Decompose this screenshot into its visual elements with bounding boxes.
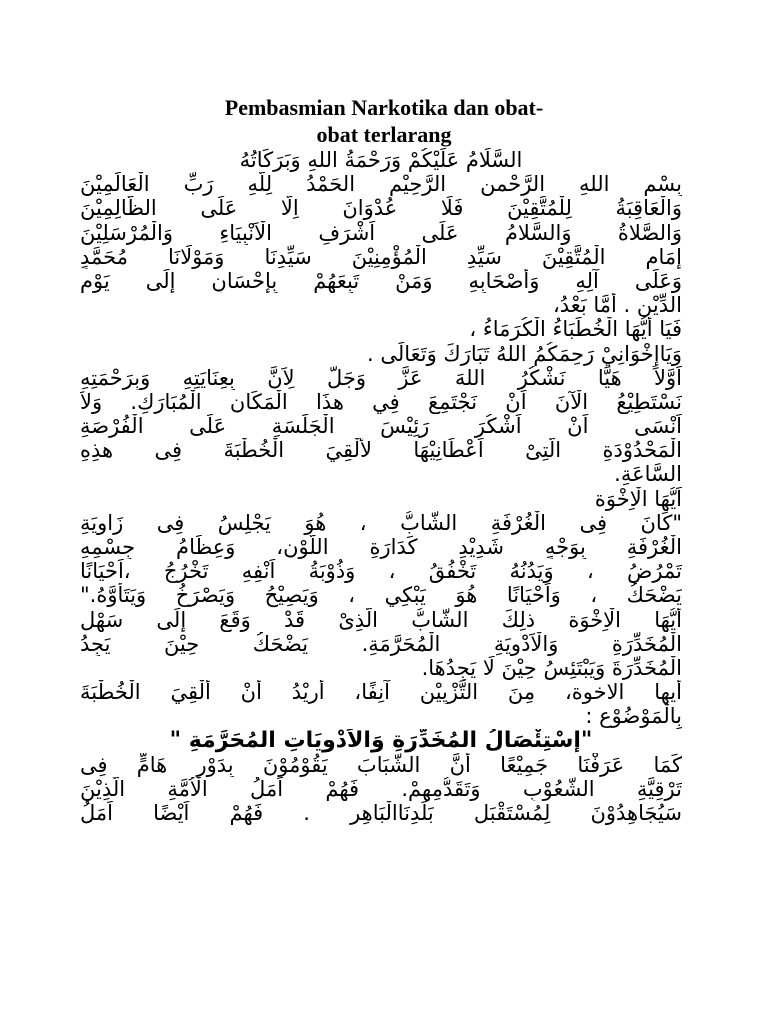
text-line: وَالْعَاقِبَةُ لِلْمُتَّقِيْنَ فَلَا عُدْوَانَ اِلَّا عَلَى الظَّالِمِيْنَ xyxy=(80,196,682,221)
speech-body xyxy=(80,148,682,825)
text-line: وَيَاإِخْوَانِيْ رَحِمَكُمُ اللهُ تَبَارَكَ وَتَعَالَى . xyxy=(366,341,682,366)
text-line: الْمُخَدِّرَةِ وَالْاَدْوِيَةِ الْمُحَرَّمَةِ. يَضْحَكُ حِيْنَ يَجِدُ xyxy=(80,631,682,656)
text-line: الْمُخَدِّرَةَ وَيَبْتَئِسُ حِيْنَ لَا يَجِدُهَا. xyxy=(421,655,682,680)
text-line: السَّاعَةِ. xyxy=(614,462,682,487)
text-line: أَيُّهَا الْاِخْوَة ذلِكَ الشَّابُّ الَّذِىْ قَدْ وَقَعَ إِلَى سَهْلِ xyxy=(80,607,682,632)
text-line: الْغُرْفَةِ بِوَجْهٍ شَدِيْدِ كَدَارَةِ اللَّوْنِ، وَعِظَامُ جِسْمِهِ xyxy=(80,535,682,559)
speech-topic: "إِسْتِئْصَالُ الْمُخَدِّرَةِ وَالْاَدْوِيَاتِ الْمُحَرَّمَةِ " xyxy=(169,728,593,753)
text-line: كَمَا عَرَفْنَا جَمِيْعًا أَنَّ الشَّبَابَ يَقُوْمُوْنَ بِدَوْرٍ هَامٍّ فِى xyxy=(80,752,682,777)
text-line: إِمَامِ الْمُتَّقِيْنَ سَيِّدِ الْمُؤْمِنِيْنَ سَيِّدِنَا وَمَوْلَانَا مُحَمَّدٍ xyxy=(80,244,682,269)
text-line: الْمَحْدُوْدَةِ الَّتِىْ اَعْطَانِيْهَا لأَلْقِيَ الْخُطْبَةَ فِى هذِهِ xyxy=(80,438,682,463)
text-line: بِالْمَوْضُوْعِ : xyxy=(585,704,682,729)
greeting-line: السَّلَامُ عَلَيْكُمْ وَرَحْمَةُ اللهِ وَبَرَكَاتُهُ xyxy=(239,148,523,172)
text-line: الدِّيْنِ . أَمَّا بَعْدُ، xyxy=(552,293,682,318)
text-line: فَيَا أَيُّهَا الْخُطَبَاءُ الْكُرَمَاءُ ، xyxy=(469,317,682,342)
text-line: اَيُّهَا الْاِخْوَة xyxy=(594,486,682,511)
text-line: نَسْتَطِيْعُ الْآنَ اَنْ نَجْتَمِعَ فِي هذَا الْمَكَانِ الْمُبَارَكِ. وَلاَ xyxy=(80,389,682,414)
text-line: اَنْسَى اَنْ اَشْكُرَ رَئِيْسَ الْجَلَسَةِ عَلَى الْفُرْصَةِ xyxy=(80,414,682,439)
text-line: أيها الاخوة، مِنَ التَّزْيِيْنِ آنِفًا، أُرِيْدُ أَنْ أُلْقِيَ الْخُطْبَةَ xyxy=(80,680,682,705)
document-title-line-1: Pembasmian Narkotika dan obat- xyxy=(224,95,544,120)
text-line: تَمْرُضُ ، وَيَدُنُهُ تَخْفُقُ ، وَذُوْبَةُ اَنْفِهِ تَخْرُجُ ،اَحْيَانًا xyxy=(80,559,682,584)
text-line: تَرْقِيَّةِ الشُّعُوْبِ وَتَقَدُّمِهِمْ. فَهُمْ اَمَلُ الْاُمَّةِ الَّذِيْنَ xyxy=(80,776,682,801)
text-line: بِسْمِ اللهِ الرَّحْمنِ الرَّحِيْمِ الحَمْدُ لِلّهِ رَبِّ الْعَالَمِيْنَ xyxy=(80,172,682,197)
text-line: يَضْحَكُ ، وَاَحْيَانًا هُوَ يَبْكِي ، وَيَصِيْحُ وَيَصْرَخُ وَيَتَأَوَّهُ." xyxy=(80,583,682,608)
text-line: اَوَّلاً هَيَّا نَشْكُرُ اللهَ عَزَّ وَجَلَّ لِاَنَّ بِعِنَايَتِهِ وَبِرَحْمَتِهِ xyxy=(80,365,682,390)
document-title-line-2: obat terlarang xyxy=(316,122,452,147)
text-line: سَيُجَاهِدُوْنَ لِمُسْتَقْبَلِ بَلَدِنَاالْبَاهِرِ . فَهُمْ اَيْضًا اَمَلُ xyxy=(80,801,682,826)
text-line: وَعَلَى آلِهِ وَأَصْحَابِهِ وَمَنْ تَبِعَهُمْ بِإِحْسَانٍ إِلَى يَوْمِ xyxy=(80,268,682,293)
text-line: "كَانَ فِى الْغُرْفَةِ الشَّابُّ ، هُوَ يَجْلِسُ فِى زَاوِيَةِ xyxy=(80,510,682,535)
text-line: وَالصَّلاةُ وَالسَّلامُ عَلَى اَشْرَفِ الْاَنْبِيَاءِ وَالْمُرْسَلِيْنَ xyxy=(80,220,682,245)
